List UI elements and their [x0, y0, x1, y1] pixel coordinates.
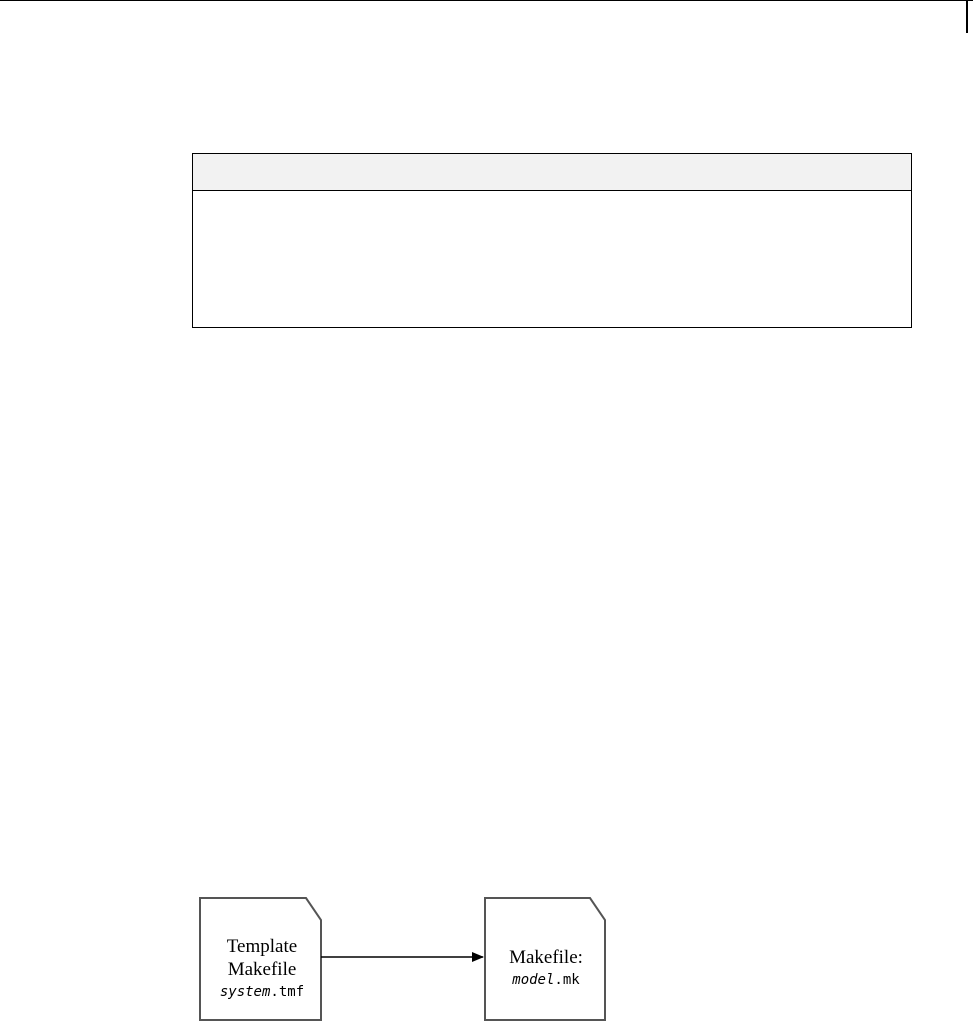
template-file-ext: .tmf: [270, 984, 305, 1000]
template-label-line2: Makefile: [227, 959, 297, 980]
template-makefile-label: [204, 935, 320, 1003]
template-file-stem: system: [219, 984, 271, 1000]
makefile-file-stem: model: [512, 972, 555, 988]
note-table: [192, 153, 912, 328]
makefile-filename: [488, 969, 604, 991]
note-table-body: [193, 191, 911, 327]
makefile-label-line1: Makefile:: [509, 947, 583, 968]
makefile-label: [488, 946, 604, 991]
top-rule: [0, 0, 973, 1]
template-filename: [204, 981, 320, 1003]
page-corner-marker: [966, 0, 968, 33]
makefile-generation-diagram: [190, 890, 620, 1023]
note-table-header: [193, 154, 911, 191]
template-label-line1: Template: [226, 936, 298, 957]
makefile-file-ext: .mk: [554, 972, 580, 988]
